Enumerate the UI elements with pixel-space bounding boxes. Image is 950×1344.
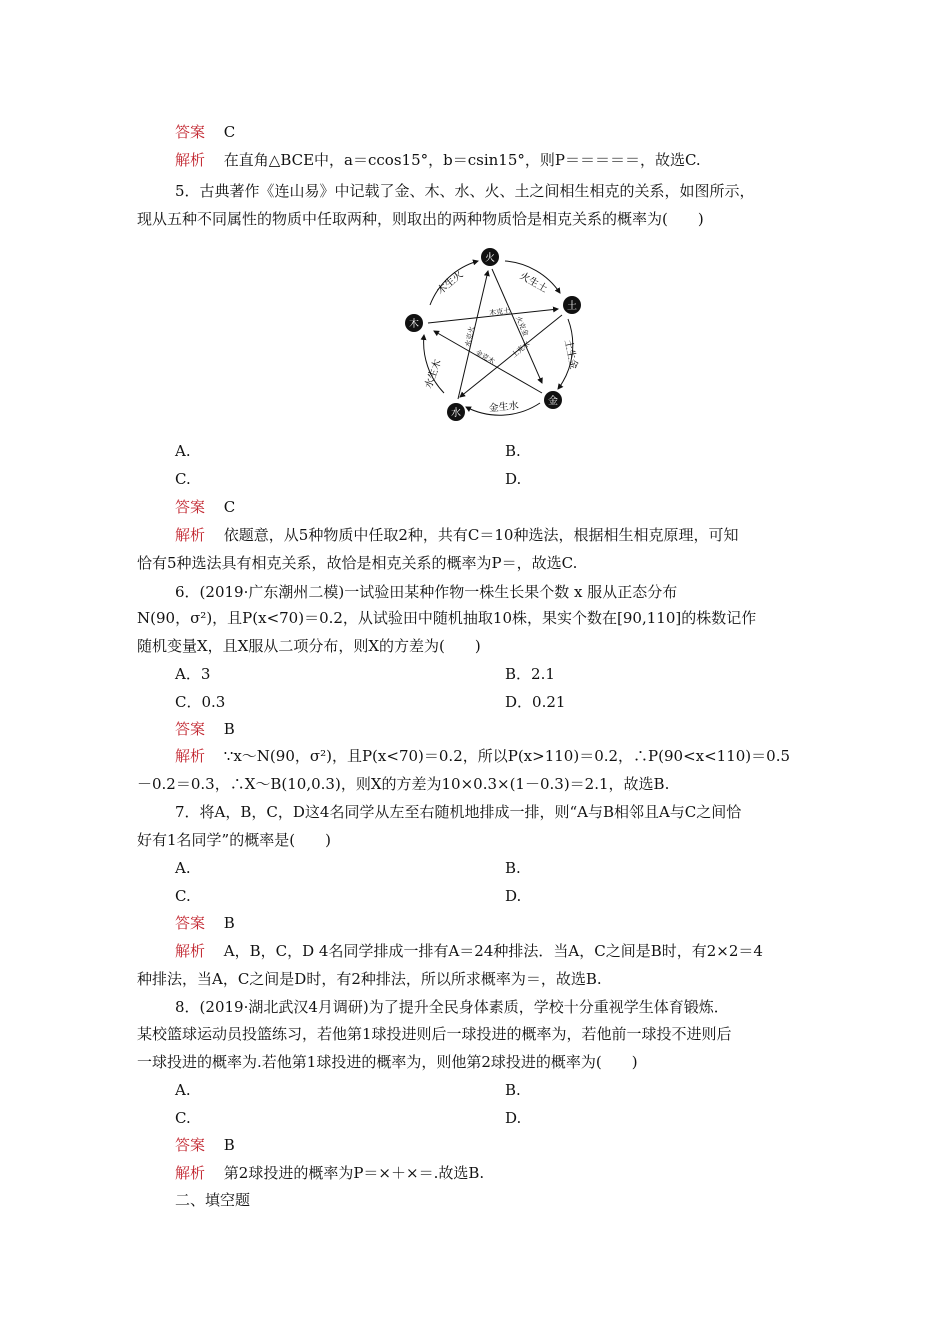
q5-analysis-line-1 [175,525,738,545]
q4-analysis-line [175,150,701,170]
answer-value: B [223,720,235,738]
section-heading: 二、填空题 [175,1191,251,1209]
q7-option-a: A. [175,859,191,877]
q5-option-c: C. [175,470,191,488]
q8-analysis-line [175,1163,484,1183]
q6-option-d: D．0.21 [505,693,566,711]
analysis-text: 第2球投进的概率为P＝×＋×＝.故选B. [223,1164,485,1182]
answer-value: C [223,123,236,141]
q8-stem-line-2: 某校篮球运动员投篮练习，若他第1球投进则后一球投进的概率为，若他前一球投不进则后 [137,1025,732,1043]
node-mu-label: 木 [409,319,419,330]
q6-analysis-line-1 [175,746,790,766]
q7-analysis-line-2: 种排法，当A，C之间是D时，有2种排法，所以所求概率为＝，故选B. [137,970,602,988]
label-huo-ke-jin: 火克金 [513,314,530,338]
q5-option-a: A. [175,442,191,460]
q7-stem-line-1: 7．将A，B，C，D这4名同学从左至右随机地排成一排，则“A与B相邻且A与C之间恰 [175,803,742,821]
q6-stem-line-3: 随机变量X，且X服从二项分布，则X的方差为( ) [137,637,481,655]
answer-label: 答案 [175,123,206,141]
q7-stem-line-2: 好有1名同学”的概率是( ) [137,831,331,849]
q8-stem-line-3: 一球投进的概率为.若他第1球投进的概率为，则他第2球投进的概率为( ) [137,1053,638,1071]
q6-option-b: B．2.1 [505,665,555,683]
label-mu-sheng-huo: 木生火 [435,269,466,297]
node-tu-label: 土 [567,301,577,312]
q8-option-b: B. [505,1081,521,1099]
label-tu-ke-shui: 土克水 [510,339,532,360]
node-tu [563,296,581,314]
answer-label: 答案 [175,914,206,932]
analysis-label: 解析 [175,151,206,169]
q8-answer-line [175,1135,235,1155]
label-tu-sheng-jin: 土生金 [561,338,579,371]
answer-label: 答案 [175,1136,206,1154]
q5-analysis-line-2: 恰有5种选法具有相克关系，故恰是相克关系的概率为P＝，故选C. [137,554,578,572]
node-huo [481,248,499,266]
node-jin [544,391,562,409]
analysis-label: 解析 [175,526,206,544]
q8-option-c: C. [175,1109,191,1127]
q6-option-c: C．0.3 [175,693,226,711]
q5-answer-line [175,497,235,517]
q6-option-a: A．3 [175,665,211,683]
q5-option-b: B. [505,442,521,460]
label-jin-sheng-shui: 金生水 [488,400,520,415]
q6-stem-line-2: N(90，σ²)，且P(x<70)＝0.2，从试验田中随机抽取10株，果实个数在[90,110]的株数记作 [137,609,757,627]
node-huo-label: 火 [485,253,495,264]
label-jin-ke-mu: 金克木 [473,348,497,366]
q6-answer-line [175,719,235,739]
analysis-text: ∵x～N(90，σ²)，且P(x<70)＝0.2，所以P(x>110)＝0.2，∴P(90<x<110)＝0.5 [223,747,791,765]
q5-stem-line-2: 现从五种不同属性的物质中任取两种，则取出的两种物质恰是相克关系的概率为( ) [137,210,704,228]
q7-option-b: B. [505,859,521,877]
q8-stem-line-1: 8．(2019·湖北武汉4月调研)为了提升全民身体素质，学校十分重视学生体育锻炼． [175,998,729,1016]
q5-stem-line-1: 5．古典著作《连山易》中记载了金、木、水、火、土之间相生相克的关系，如图所示， [175,182,755,200]
node-shui [447,403,465,421]
answer-value: B [223,1136,235,1154]
node-mu [405,314,423,332]
answer-label: 答案 [175,498,206,516]
node-jin-label: 金 [548,396,558,407]
label-shui-ke-huo: 水克火 [463,325,477,348]
analysis-label: 解析 [175,747,206,765]
analysis-label: 解析 [175,1164,206,1182]
q7-option-c: C. [175,887,191,905]
label-mu-ke-tu: 木克土 [488,306,511,318]
analysis-text: 在直角△BCE中，a＝ccos15°，b＝csin15°，则P＝＝＝＝＝，故选C. [223,151,701,169]
analysis-text: 依题意，从5种物质中任取2种，共有C＝10种选法，根据相生相克原理，可知 [223,526,739,544]
q7-answer-line [175,913,235,933]
analysis-label: 解析 [175,942,206,960]
label-shui-sheng-mu: 水生木 [423,358,444,391]
answer-label: 答案 [175,720,206,738]
q6-analysis-line-2: －0.2＝0.3，∴X～B(10,0.3)，则X的方差为10×0.3×(1－0.3)＝2.1，故选B. [137,775,670,793]
q7-option-d: D. [505,887,522,905]
q8-option-a: A. [175,1081,191,1099]
answer-value: C [223,498,236,516]
answer-value: B [223,914,235,932]
q4-answer-line [175,122,235,142]
label-huo-sheng-tu: 火生土 [517,270,549,296]
wuxing-diagram [400,243,600,423]
q8-option-d: D. [505,1109,522,1127]
q5-option-d: D. [505,470,522,488]
analysis-text: A，B，C，D 4名同学排成一排有A＝24种排法．当A，C之间是B时，有2×2＝4 [223,942,763,960]
q7-analysis-line-1 [175,941,763,961]
node-shui-label: 水 [451,408,461,419]
q6-stem-line-1: 6．(2019·广东潮州二模)一试验田某种作物一株生长果个数 x 服从正态分布 [175,583,678,601]
